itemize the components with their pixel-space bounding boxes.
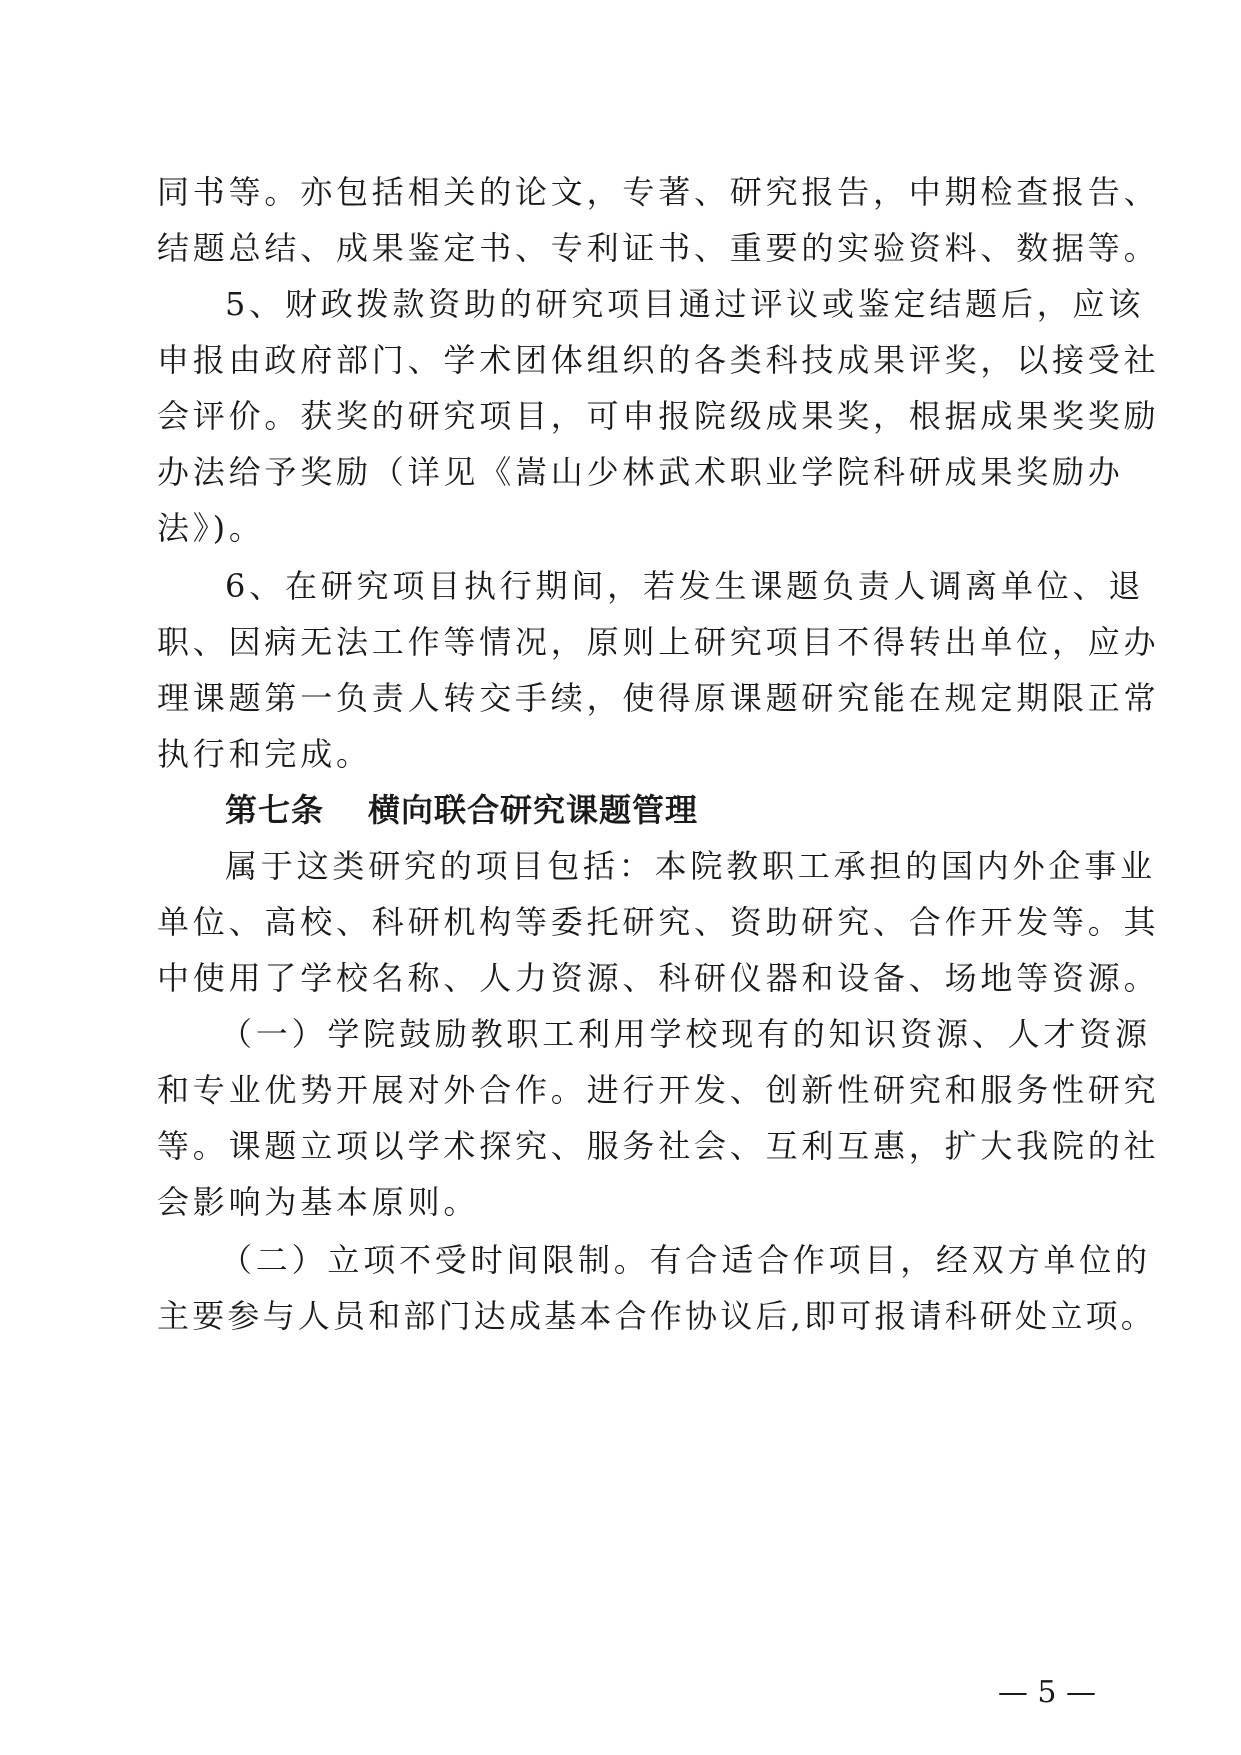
body-line: 单位、高校、科研机构等委托研究、资助研究、合作开发等。其 bbox=[157, 903, 1160, 941]
body-line: 会评价。获奖的研究项目，可申报院级成果奖，根据成果奖奖励 bbox=[157, 397, 1160, 435]
body-line: 6、在研究项目执行期间，若发生课题负责人调离单位、退 bbox=[225, 567, 1145, 605]
body-line: 会影响为基本原则。 bbox=[157, 1183, 480, 1221]
page-number: — 5 — bbox=[997, 1675, 1096, 1710]
body-line: 中使用了学校名称、人力资源、科研仪器和设备、场地等资源。 bbox=[157, 959, 1160, 997]
body-line: 同书等。亦包括相关的论文，专著、研究报告，中期检查报告、 bbox=[157, 173, 1160, 211]
section-heading bbox=[225, 790, 698, 830]
body-line: 主要参与人员和部门达成基本合作协议后,即可报请科研处立项。 bbox=[157, 1297, 1156, 1335]
article-number: 第七条 bbox=[225, 791, 325, 829]
body-line: 职、因病无法工作等情况，原则上研究项目不得转出单位，应办 bbox=[157, 623, 1160, 661]
article-title: 横向联合研究课题管理 bbox=[368, 791, 699, 829]
body-line: 申报由政府部门、学术团体组织的各类科技成果评奖，以接受社 bbox=[157, 341, 1160, 379]
body-line: 和专业优势开展对外合作。进行开发、创新性研究和服务性研究 bbox=[157, 1071, 1160, 1109]
body-line: 结题总结、成果鉴定书、专利证书、重要的实验资料、数据等。 bbox=[157, 229, 1160, 267]
body-line: （二）立项不受时间限制。有合适合作项目，经双方单位的 bbox=[220, 1241, 1151, 1279]
body-line: 等。课题立项以学术探究、服务社会、互利互惠，扩大我院的社 bbox=[157, 1127, 1160, 1165]
body-line: （一）学院鼓励教职工利用学校现有的知识资源、人才资源 bbox=[220, 1015, 1151, 1053]
body-line: 执行和完成。 bbox=[157, 735, 372, 773]
body-line: 属于这类研究的项目包括：本院教职工承担的国内外企事业 bbox=[225, 847, 1156, 885]
body-line: 法》)。 bbox=[157, 509, 265, 547]
body-line: 理课题第一负责人转交手续，使得原课题研究能在规定期限正常 bbox=[157, 679, 1160, 717]
body-line: 5、财政拨款资助的研究项目通过评议或鉴定结题后，应该 bbox=[225, 285, 1145, 323]
body-line: 办法给予奖励（详见《嵩山少林武术职业学院科研成果奖励办 bbox=[157, 453, 1124, 491]
